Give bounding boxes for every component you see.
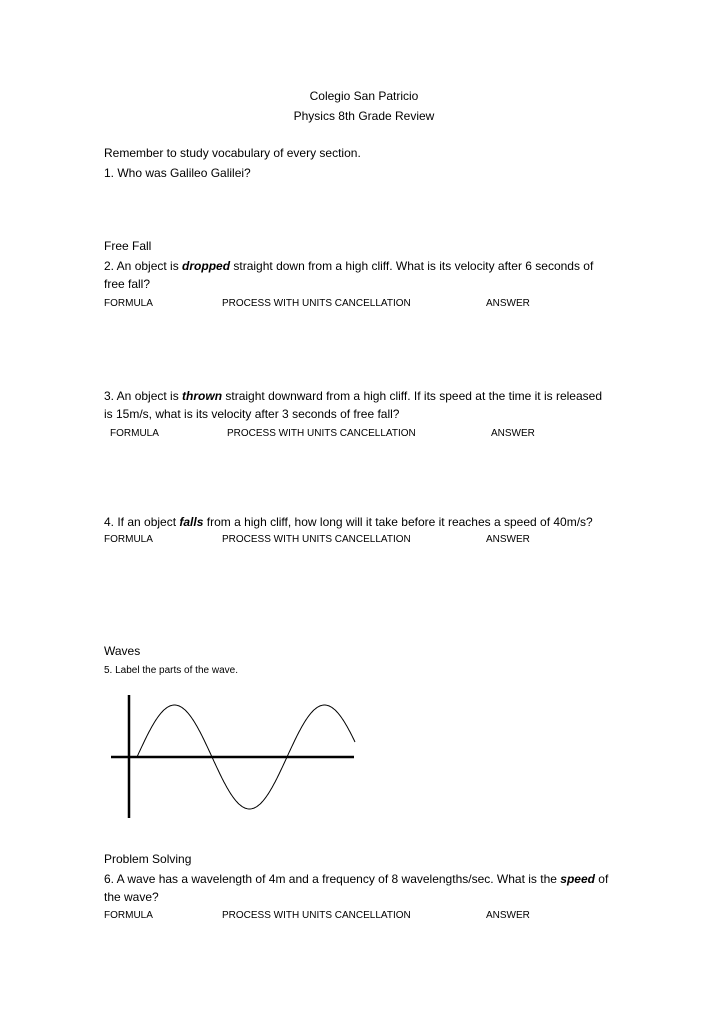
q4-answer-header: ANSWER	[486, 534, 530, 545]
q3-process-header: PROCESS WITH UNITS CANCELLATION	[227, 428, 416, 439]
q2-text-pre: 2. An object is	[104, 259, 183, 273]
q6-text-pre: 6. A wave has a wavelength of 4m and a frequency of 8 wavelengths/sec. What is the	[104, 872, 561, 886]
q4-formula-header: FORMULA	[104, 534, 153, 545]
question-4	[104, 514, 593, 530]
school-name: Colegio San Patricio	[309, 89, 419, 103]
q6-formula-header: FORMULA	[104, 910, 153, 921]
q2-text-post: straight down from a high cliff. What is its velocity after 6 seconds of	[230, 259, 594, 273]
q2-emphasis: dropped	[182, 259, 231, 273]
q6-answer-header: ANSWER	[486, 910, 530, 921]
question-3-line-2: is 15m/s, what is its velocity after 3 seconds of free fall?	[104, 407, 400, 421]
section-waves: Waves	[104, 644, 141, 658]
q3-emphasis: thrown	[182, 389, 223, 403]
question-2-line-2: free fall?	[104, 277, 151, 291]
course-title: Physics 8th Grade Review	[293, 109, 435, 123]
q6-text-post: of	[594, 872, 609, 886]
q2-formula-header: FORMULA	[104, 298, 153, 309]
q2-answer-header: ANSWER	[486, 298, 530, 309]
q4-process-header: PROCESS WITH UNITS CANCELLATION	[222, 534, 411, 545]
section-free-fall: Free Fall	[104, 239, 152, 253]
question-6-line-2: the wave?	[104, 890, 159, 904]
q4-text-post: from a high cliff, how long will it take before it reaches a speed of 40m/s?	[203, 515, 593, 529]
q3-text-post: straight downward from a high cliff. If its speed at the time it is released	[222, 389, 603, 403]
q4-text-pre: 4. If an object	[104, 515, 180, 529]
q6-emphasis: speed	[560, 872, 595, 886]
q2-process-header: PROCESS WITH UNITS CANCELLATION	[222, 298, 411, 309]
question-5: 5. Label the parts of the wave.	[104, 665, 238, 676]
wave-diagram	[100, 690, 360, 825]
question-2	[104, 258, 593, 274]
q4-emphasis: falls	[179, 515, 204, 529]
section-problem-solving: Problem Solving	[104, 852, 192, 866]
q3-answer-header: ANSWER	[491, 428, 535, 439]
question-6	[104, 871, 608, 887]
intro-text: Remember to study vocabulary of every section.	[104, 146, 361, 160]
q3-text-pre: 3. An object is	[104, 389, 183, 403]
question-3	[104, 388, 602, 404]
question-1: 1. Who was Galileo Galilei?	[104, 166, 251, 180]
q3-formula-header: FORMULA	[110, 428, 159, 439]
q6-process-header: PROCESS WITH UNITS CANCELLATION	[222, 910, 411, 921]
